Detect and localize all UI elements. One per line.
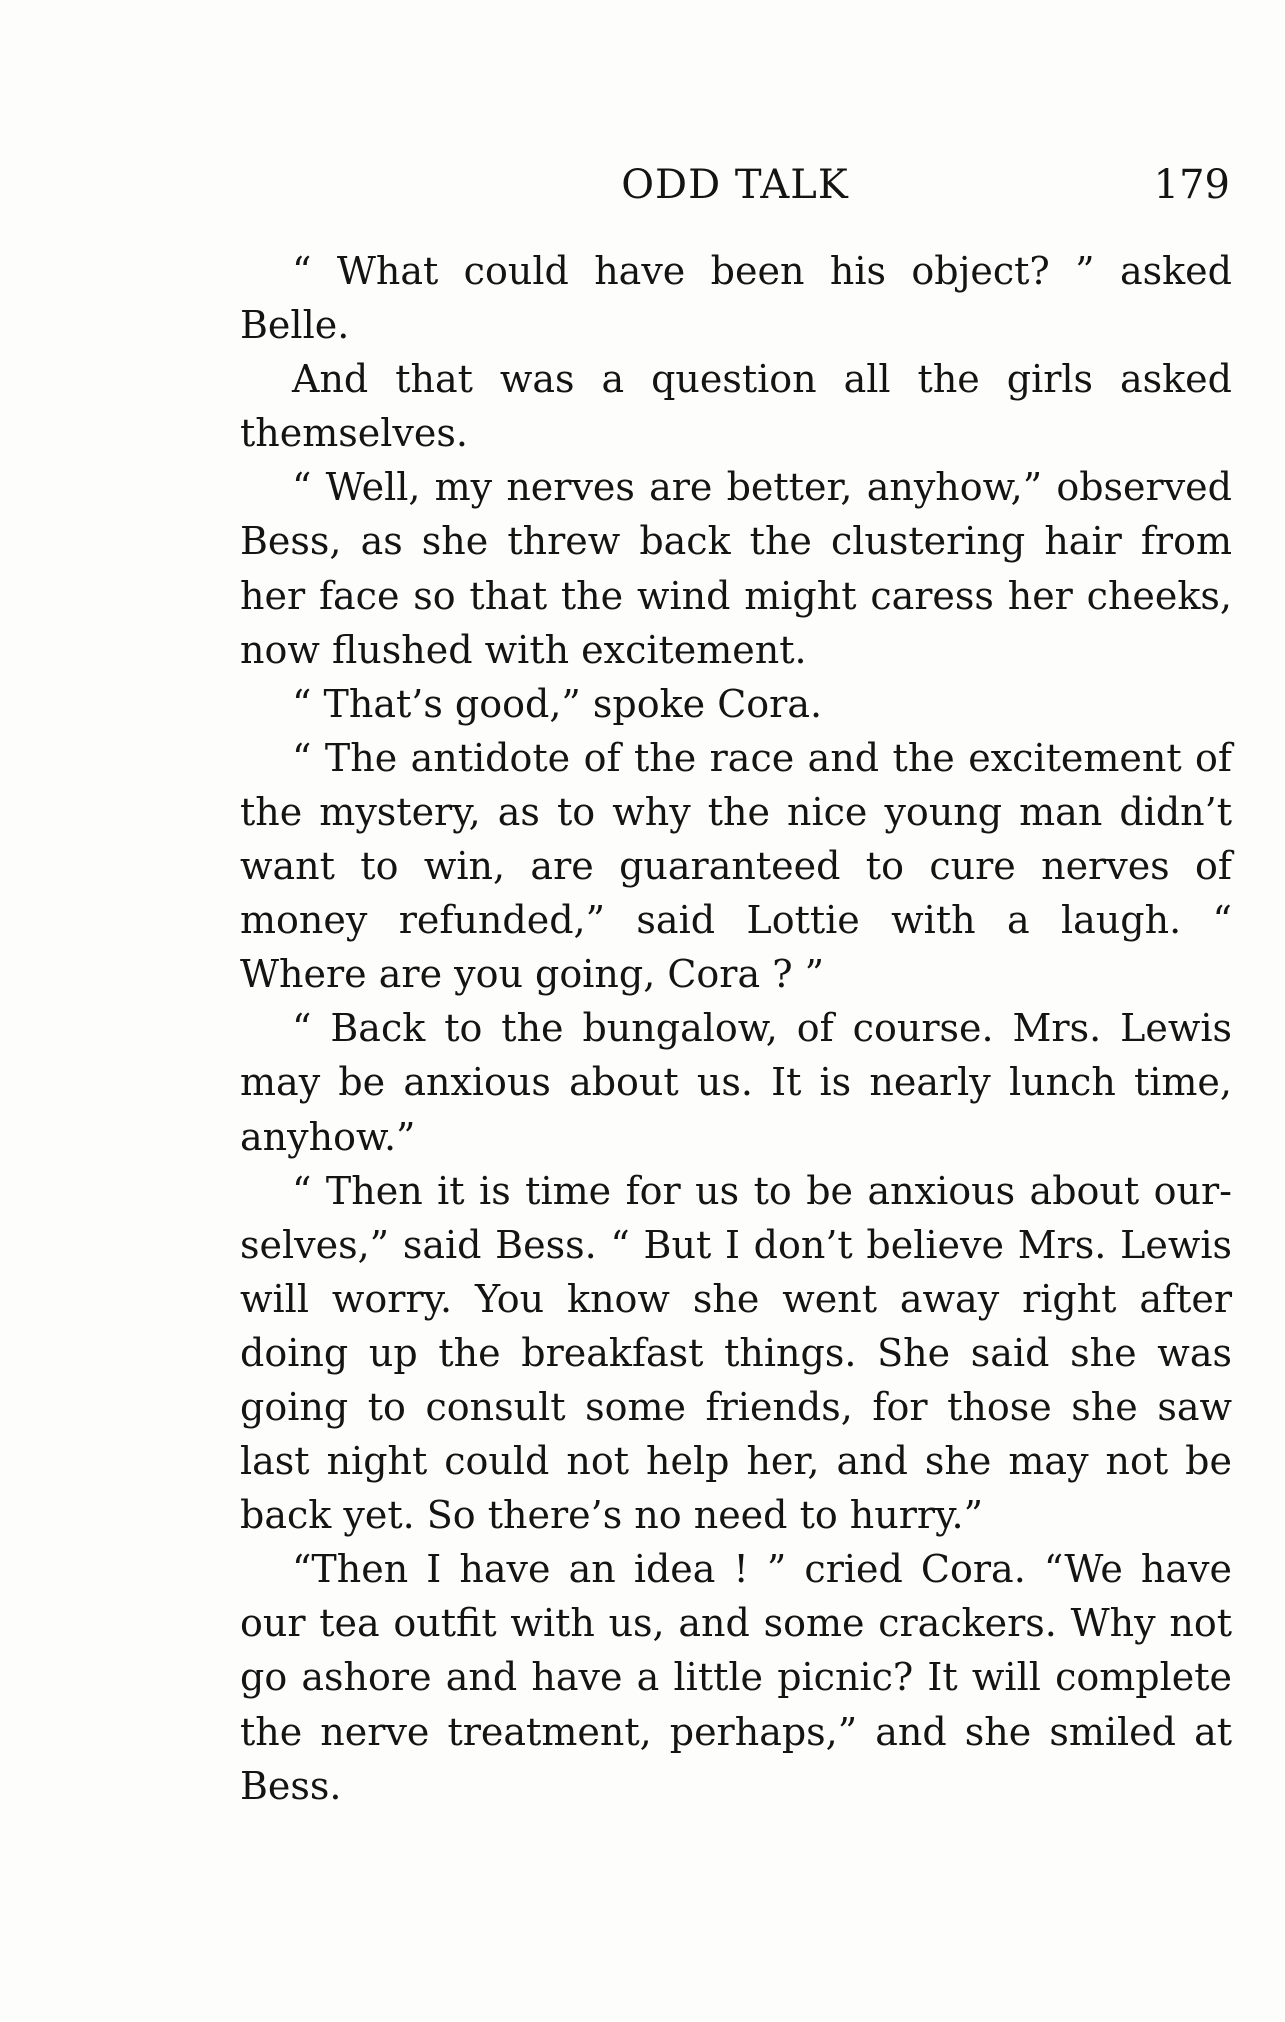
paragraph-cora-picnic: “Then I have an idea ! ” cried Cora. “We have our tea outfit with us, and some crackers. Why not go ashore and have a little picnic? It will complete the nerve treatment, perhaps,” and she smiled at Bess. — [240, 1547, 1232, 1808]
paragraph-back-to-bungalow: “ Back to the bungalow, of course. Mrs. Lewis may be anxious about us. It is nearly lunch time, anyhow.” — [240, 1006, 1232, 1159]
page-number: 179 — [1153, 162, 1230, 208]
paragraph-girls-asked: And that was a question all the girls asked themselves. — [240, 357, 1232, 456]
paragraph-bess-mrs-lewis: “ Then it is time for us to be anxious about ourselves,” said Bess. “ But I don’t believe Mrs. Lewis will worry. You know she went away right after doing up the breakfast things. She said she was going to consult some friends, for those she saw last night could not help her, and she may not be back yet. So there’s no need to hurry.” — [240, 1168, 1232, 1538]
running-title: ODD TALK — [621, 162, 849, 208]
paragraph-belle-question: “ What could have been his object? ” asked Belle. — [240, 249, 1232, 348]
paragraph-cora-good: “ That’s good,” spoke Cora. — [292, 681, 823, 726]
paragraph-lottie-antidote: “ The antidote of the race and the excitement of the mystery, as to why the nice young man didn’t want to win, are guaranteed to cure nerves of money refunded,” said Lottie with a laugh. “ Where are you going, Cora ? ” — [240, 735, 1232, 997]
body-text — [240, 244, 1232, 1813]
page-header — [240, 162, 1230, 222]
paragraph-bess-nerves: “ Well, my nerves are better, anyhow,” observed Bess, as she threw back the clustering hair from her face so that the wind might caress her cheeks, now flushed with excitement. — [240, 465, 1232, 672]
